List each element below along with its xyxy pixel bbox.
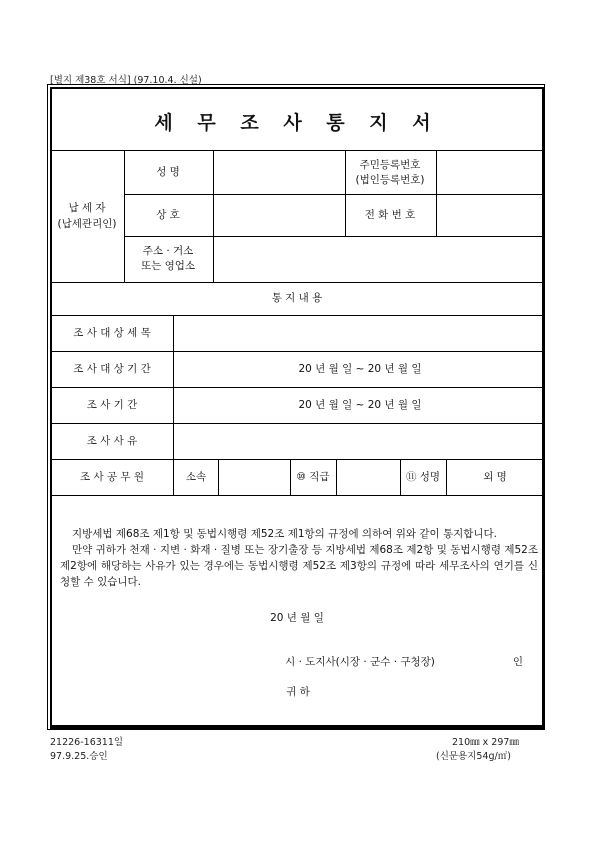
others-count-field[interactable]: 외 명 [483, 471, 507, 483]
resident-id-label: 주민등록번호 [359, 159, 421, 171]
divider [345, 150, 346, 236]
divider [124, 194, 543, 195]
taxpayer-section-sublabel: (납세관리인) [57, 218, 117, 230]
audit-reason-label: 조 사 사 유 [86, 435, 138, 447]
notice-body [60, 526, 538, 590]
divider [290, 459, 291, 495]
addressee: 귀 하 [286, 686, 310, 698]
audit-target-period-label: 조 사 대 상 기 간 [73, 363, 151, 375]
paper-type: (신문용지54g/㎡) [436, 751, 511, 762]
divider [218, 459, 219, 495]
officer-name-label: ⑪ 성명 [405, 471, 441, 483]
paper-size: 210㎜ x 297㎜ [452, 737, 519, 748]
name-label: 성 명 [156, 166, 180, 178]
issue-date: 20 년 월 일 [270, 612, 324, 624]
document-title: 세 무 조 사 통 지 서 [154, 112, 440, 134]
divider [124, 236, 543, 237]
divider [50, 351, 543, 352]
divider [436, 150, 437, 236]
notice-paragraph-1: 지방세법 제68조 제1항 및 동법시행령 제52조 제1항의 규정에 의하여 위와 같이 통지합니다. [72, 528, 497, 540]
divider [124, 150, 125, 282]
issuer-title: 시 · 도지사(시장 · 군수 · 구청장) [285, 656, 435, 668]
audit-target-period-field[interactable]: 20 년 월 일 ~ 20 년 월 일 [298, 363, 422, 375]
divider [50, 282, 543, 283]
divider [400, 459, 401, 495]
corporate-id-label: (법인등록번호) [355, 174, 425, 186]
form-number-label: [별지 제38호 서식] (97.10.4. 신설) [50, 75, 202, 86]
divider [336, 459, 337, 495]
rank-label: ⑩ 직급 [296, 471, 330, 483]
audit-duration-label: 조 사 기 간 [86, 399, 138, 411]
divider [50, 315, 543, 316]
audit-officer-label: 조 사 공 무 원 [79, 471, 145, 483]
department-label: 소속 [185, 471, 207, 483]
divider [446, 459, 447, 495]
divider [50, 387, 543, 388]
taxpayer-section-label: 납 세 자 [68, 202, 106, 214]
seal-mark: 인 [512, 656, 524, 668]
address-label-line1: 주소 · 거소 [142, 245, 194, 257]
divider [50, 459, 543, 460]
form-shadow-bottom [50, 727, 545, 730]
divider [213, 150, 214, 282]
form-code: 21226-16311일 [50, 737, 124, 748]
address-label-line2: 또는 영업소 [140, 260, 196, 272]
trade-name-label: 상 호 [156, 209, 180, 221]
approval-date: 97.9.25.승인 [50, 751, 108, 762]
phone-label: 전 화 번 호 [364, 209, 416, 221]
form-shadow-right [542, 87, 545, 730]
tax-item-label: 조 사 대 상 세 목 [73, 327, 151, 339]
notice-contents-header: 통 지 내 용 [271, 292, 323, 304]
divider [50, 495, 543, 496]
divider [50, 423, 543, 424]
audit-duration-field[interactable]: 20 년 월 일 ~ 20 년 월 일 [298, 399, 422, 411]
notice-paragraph-2: 만약 귀하가 천재 · 지변 · 화재 · 질병 또는 장기출장 등 지방세법 제68조 제2항 및 동법시행령 제52조 제2항에 해당하는 사유가 있는 경우에는 동법시행령 제52조 제3항의 규정에 따라 세무조사의 연기를 신청할 수 있습니다. [60, 544, 538, 588]
divider [173, 315, 174, 495]
